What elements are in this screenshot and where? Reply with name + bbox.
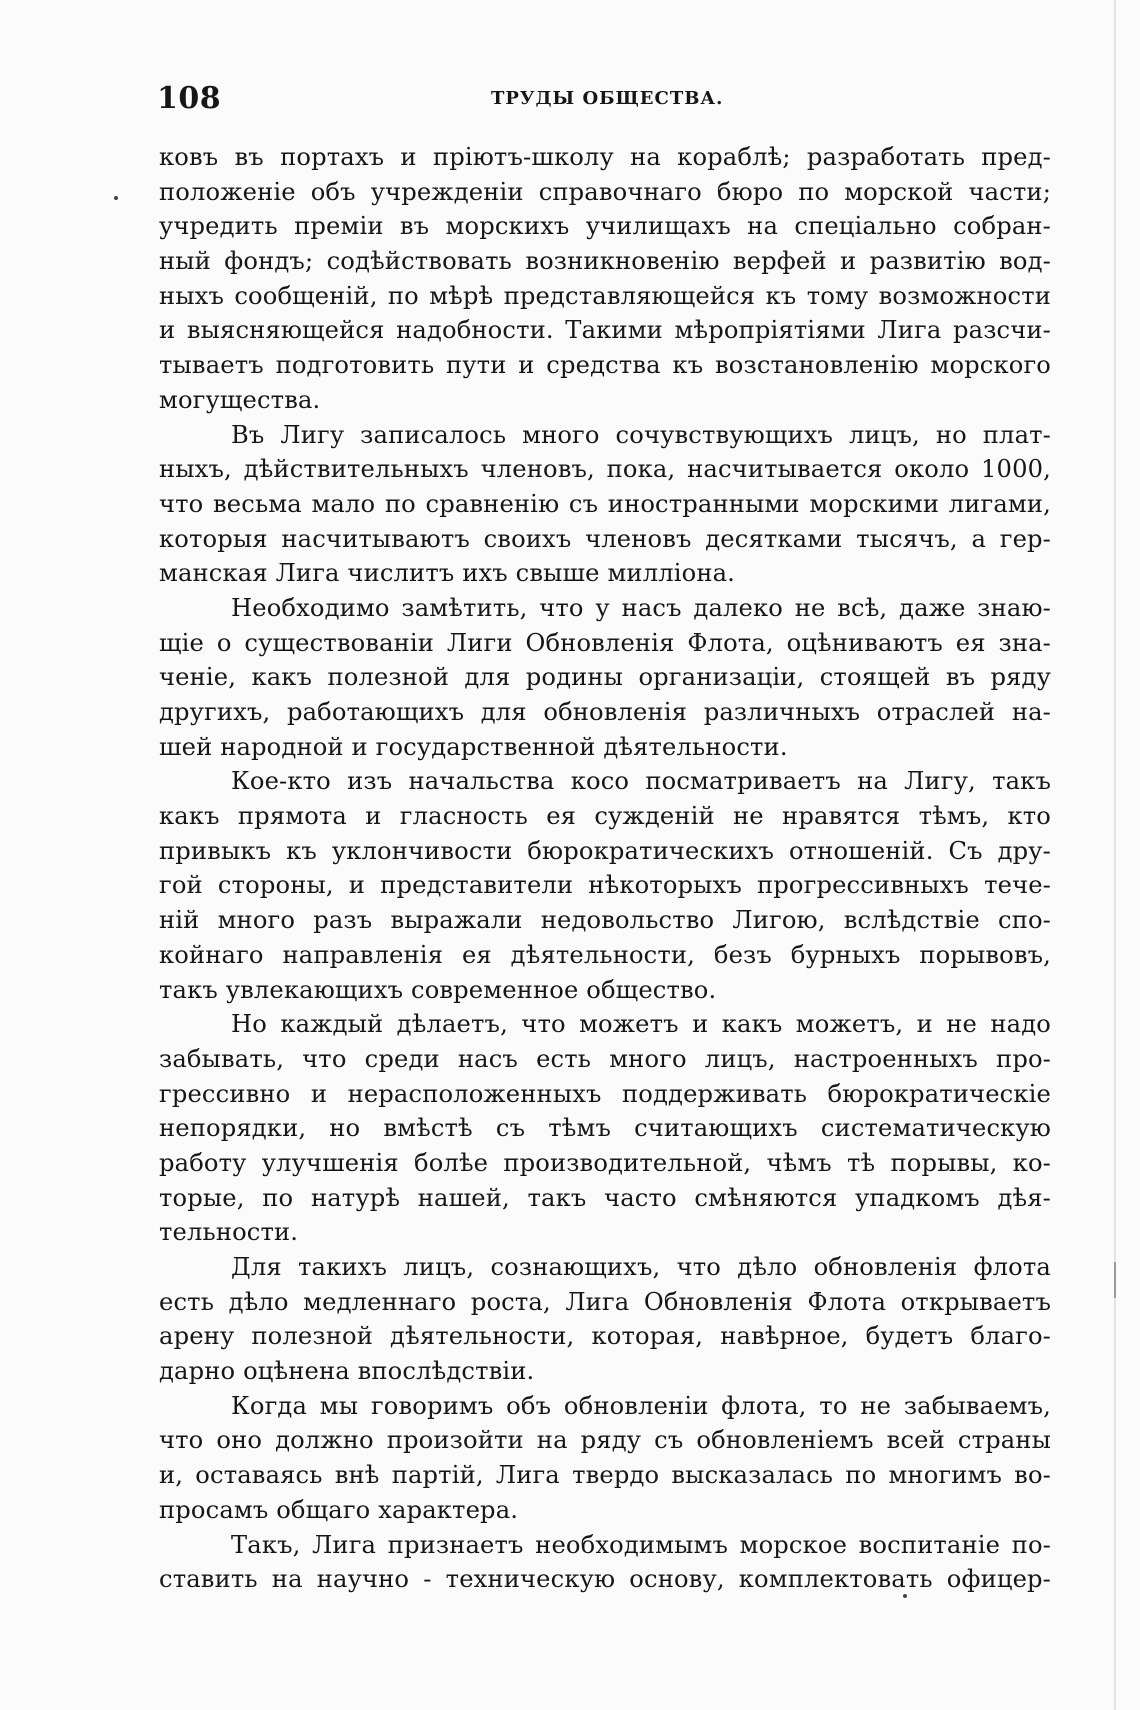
text-line: ній много разъ выражали недовольство Лигою, вслѣдствіе спо-	[159, 906, 1051, 935]
text-line: койнаго направленія ея дѣятельности, безъ бурныхъ порывовъ,	[159, 940, 1051, 969]
text-line: Такъ, Лига признаетъ необходимымъ морское воспитаніе по-	[231, 1530, 1051, 1559]
page-edge-line	[1114, 0, 1116, 1710]
text-line: и выясняющейся надобности. Такими мѣропріятіями Лига разсчи-	[159, 316, 1051, 345]
text-line: дарно оцѣнена впослѣдствіи.	[159, 1357, 535, 1386]
text-line: какъ прямота и гласность ея сужденій не нравятся тѣмъ, кто	[159, 802, 1051, 831]
text-line: ченіе, какъ полезной для родины организаціи, стоящей въ ряду	[159, 663, 1051, 692]
text-line: другихъ, работающихъ для обновленія различныхъ отраслей на-	[159, 698, 1051, 726]
text-line: работу улучшенія болѣе производительной, чѣмъ тѣ порывы, ко-	[159, 1148, 1051, 1177]
text-line: ныхъ сообщеній, по мѣрѣ представляющейся къ тому возможности	[159, 281, 1051, 310]
text-line: грессивно и нерасположенныхъ поддерживать бюрократическіе	[159, 1079, 1051, 1108]
text-line: тельности.	[159, 1218, 299, 1247]
text-line: ныхъ, дѣйствительныхъ членовъ, пока, насчитывается около 1000,	[159, 455, 1051, 484]
text-line: торые, по натурѣ нашей, такъ часто смѣняются упадкомъ дѣя-	[159, 1183, 1051, 1212]
text-line: непорядки, но вмѣстѣ съ тѣмъ считающихъ систематическую	[159, 1114, 1051, 1143]
text-line: ный фондъ; содѣйствовать возникновенію верфей и развитію вод-	[159, 247, 1051, 276]
text-line: просамъ общаго характера.	[159, 1495, 519, 1524]
text-line: Необходимо замѣтить, что у насъ далеко не всѣ, даже знаю-	[231, 593, 1051, 622]
text-line: забывать, что среди насъ есть много лицъ, настроенныхъ про-	[159, 1044, 1051, 1073]
text-line: щіе о существованіи Лиги Обновленія Флота, оцѣниваютъ ея зна-	[159, 628, 1051, 657]
text-line: что весьма мало по сравненію съ иностранными морскими лигами,	[159, 489, 1051, 518]
text-line: учредить преміи въ морскихъ училищахъ на спеціально собран-	[159, 212, 1051, 241]
page-header	[157, 77, 1049, 121]
page-edge-mark	[1114, 1262, 1116, 1298]
text-line: положеніе объ учрежденіи справочнаго бюро по морской части;	[159, 177, 1051, 206]
text-line: гой стороны, и представители нѣкоторыхъ прогрессивныхъ тече-	[159, 871, 1051, 900]
text-line: Когда мы говоримъ объ обновленіи флота, то не забываемъ,	[231, 1391, 1051, 1420]
text-line: тываетъ подготовить пути и средства къ возстановленію морского	[159, 351, 1051, 380]
text-line: которыя насчитываютъ своихъ членовъ десятками тысячъ, а гер-	[159, 524, 1051, 553]
body-text	[159, 140, 1051, 1597]
text-line: шей народной и государственной дѣятельности.	[159, 732, 788, 761]
text-line: и, оставаясь внѣ партій, Лига твердо высказалась по многимъ во-	[159, 1461, 1051, 1490]
text-line: есть дѣло медленнаго роста, Лига Обновленія Флота открываетъ	[159, 1287, 1051, 1316]
text-line: Въ Лигу записалось много сочувствующихъ лицъ, но плат-	[231, 420, 1051, 449]
text-line: Кое-кто изъ начальства косо посматриваетъ на Лигу, такъ	[231, 767, 1051, 796]
text-line: манская Лига числитъ ихъ свыше милліона.	[159, 559, 736, 588]
text-line: ставить на научно - техническую основу, комплектовать офицер-	[159, 1565, 1051, 1594]
text-line: такъ увлекающихъ современное общество.	[159, 975, 717, 1004]
text-line: Для такихъ лицъ, сознающихъ, что дѣло обновленія флота	[231, 1253, 1051, 1281]
text-line: что оно должно произойти на ряду съ обновленіемъ всей страны	[159, 1426, 1051, 1455]
text-line: привыкъ къ уклончивости бюрократическихъ отношеній. Съ дру-	[159, 836, 1051, 865]
text-line: Но каждый дѣлаетъ, что можетъ и какъ можетъ, и не надо	[231, 1010, 1051, 1039]
text-line: ковъ въ портахъ и пріютъ-школу на кораблѣ; разработать пред-	[159, 143, 1051, 171]
ink-speck	[114, 196, 118, 200]
running-title: ТРУДЫ ОБЩЕСТВА.	[491, 88, 724, 109]
text-line: могущества.	[159, 385, 321, 414]
page-number: 108	[157, 81, 222, 116]
text-line: арену полезной дѣятельности, которая, навѣрное, будетъ благо-	[159, 1322, 1051, 1351]
